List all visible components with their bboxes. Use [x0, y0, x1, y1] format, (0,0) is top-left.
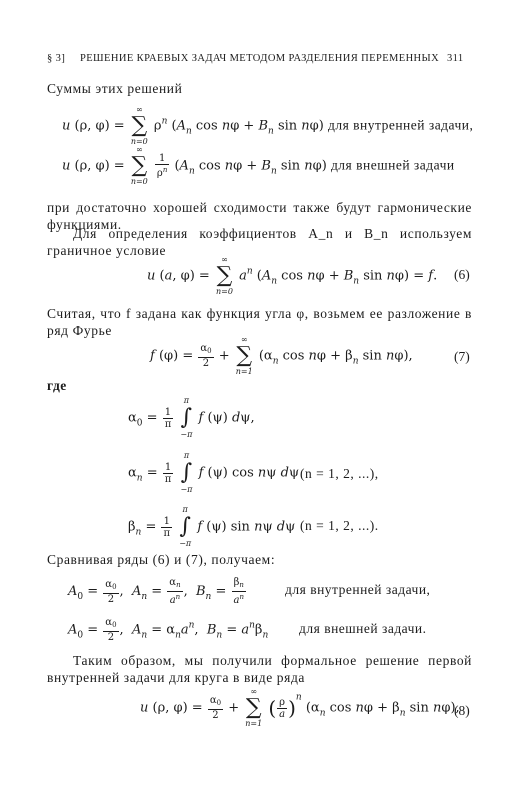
where-word: где [47, 378, 67, 393]
paragraph-conclusion: Таким образом, мы получили формальное решение первой внутренней задачи для круга в виде ряда [47, 653, 472, 685]
equation-beta-n: $\beta_n$ = $\frac{1}{\pi}$ π ∫ −π f (ψ) sin nψ dψ [128, 505, 296, 548]
page-number: 311 [447, 53, 464, 64]
n-range-beta: (n = 1, 2, ...). [300, 518, 379, 533]
outer-problem-label: для внешней задачи [330, 157, 455, 173]
equation-inner-coefficients: $A_0$ = $\frac{\alpha_0}{2}$ , $A_n$ = $\frac{\alpha_n}{a^n}$ , $B_n$ = $\frac{\beta_n}{a^n}$ [68, 577, 244, 606]
inner-coefficients-label: для внутренней задачи, [285, 582, 431, 597]
equation-outer-series: u (ρ, φ) = ∞ ∑ n=0 $\frac{1}{\rho^n}$ ($A_n$ $\cos n\varphi + B_n$ sin nφ) для внешней задачи [62, 145, 455, 186]
equation-number-8: (8) [454, 703, 470, 718]
equation-number-6: (6) [454, 267, 470, 282]
equation-number-7: (7) [454, 349, 470, 364]
equation-alpha-n: $\alpha_n$ = $\frac{1}{\pi}$ π ∫ −π f (ψ) cos nψ dψ [128, 451, 300, 494]
outer-coefficients-label: для внешней задачи. [299, 621, 427, 636]
paragraph-coefficients: Для определения коэффициентов A_n и B_n используем граничное условие [47, 226, 472, 258]
running-title: РЕШЕНИЕ КРАЕВЫХ ЗАДАЧ МЕТОДОМ РАЗДЕЛЕНИЯ ПЕРЕМЕННЫХ [80, 53, 440, 64]
paragraph-harmonic: при достаточно хорошей сходимости также будут гармонические функциями. [47, 200, 472, 232]
paragraph-sums-intro: Суммы этих решений [47, 81, 183, 96]
paragraph-compare: Сравнивая ряды (6) и (7), получаем: [47, 552, 276, 567]
equation-solution-series: u (ρ, φ) = $\frac{\alpha_0}{2}$ + ∞ ∑ n=1 ( $\frac{\rho}{a}$ )$^n$ ($\alpha_n$ $\cos n\varphi + \beta_n$ sin nφ), [140, 687, 460, 728]
equation-boundary-condition: u (a, φ) = ∞ ∑ n=0 $a^n$ ($A_n$ $\cos n\varphi + B_n$ sin nφ) = f. [147, 255, 438, 296]
equation-fourier-series: f (φ) = $\frac{\alpha_0}{2}$ + ∞ ∑ n=1 ($\alpha_n$ $\cos n\varphi + \beta_n$ sin nφ), [150, 335, 413, 376]
equation-inner-series: u (ρ, φ) = ∞ ∑ n=0 $\rho^n$ ($A_n$ $\cos n\varphi + B_n$ sin nφ) для внутренней задачи, [62, 105, 474, 146]
equation-outer-coefficients: $A_0$ = $\frac{\alpha_0}{2}$ , $A_n = \alpha_na^n$, $B_n = a^n\beta_n$ [68, 617, 269, 643]
inner-problem-label: для внутренней задачи, [327, 117, 474, 133]
section-marker: § 3] [47, 53, 66, 64]
n-range-alpha: (n = 1, 2, ...), [300, 466, 379, 481]
paragraph-fourier: Считая, что f задана как функция угла φ, возьмем ее разложение в ряд Фурье [47, 306, 472, 338]
equation-alpha0: $\alpha_0$ = $\frac{1}{\pi}$ π ∫ −π f (ψ) dψ, [128, 396, 255, 439]
